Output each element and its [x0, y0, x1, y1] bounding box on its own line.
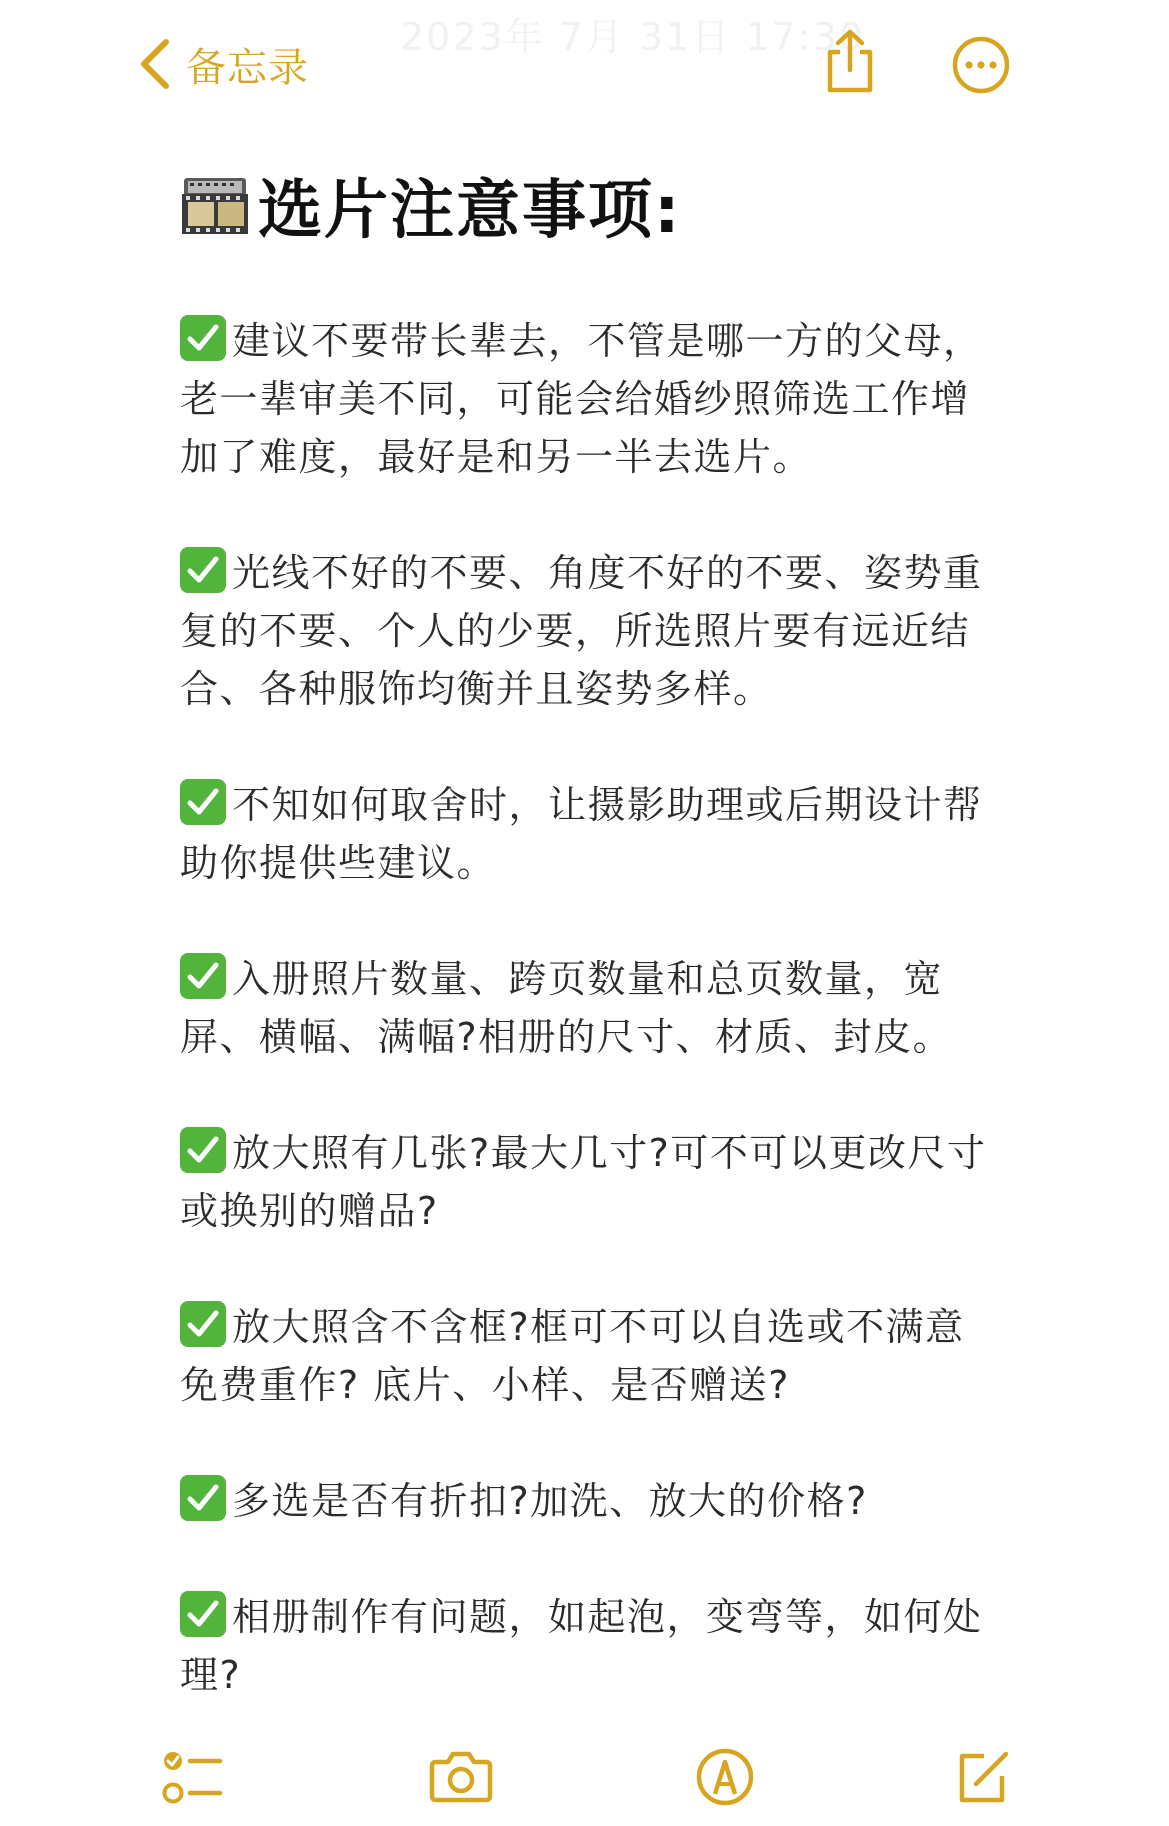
note-item	[180, 776, 1000, 892]
bottom-toolbar	[0, 1740, 1169, 1820]
markup-button[interactable]	[696, 1748, 754, 1806]
camera-button[interactable]	[428, 1748, 494, 1804]
compose-button[interactable]	[954, 1748, 1012, 1806]
check-mark-button-icon	[180, 953, 226, 999]
check-mark-button-icon	[180, 1301, 226, 1347]
note-title-row	[180, 160, 1000, 250]
share-icon	[818, 28, 882, 96]
note-timestamp: 2023年 7月 31日 17:30	[400, 15, 865, 59]
camera-icon	[428, 1748, 494, 1804]
check-mark-button-icon	[180, 1475, 226, 1521]
note-title: 选片注意事项:	[258, 174, 682, 248]
note-item	[180, 312, 1000, 486]
markup-pen-icon	[696, 1748, 754, 1806]
film-frames-icon	[180, 174, 250, 236]
navigation-bar	[0, 0, 1169, 130]
check-mark-button-icon	[180, 1127, 226, 1173]
check-mark-button-icon	[180, 779, 226, 825]
note-item-text: 光线不好的不要、角度不好的不要、姿势重复的不要、个人的少要，所选照片要有远近结合、各种服饰均衡并且姿势多样。	[180, 551, 983, 711]
note-item	[180, 1588, 1000, 1704]
note-item-text: 不知如何取舍时，让摄影助理或后期设计帮助你提供些建议。	[180, 783, 983, 885]
back-button[interactable]	[138, 36, 309, 92]
note-item-text: 建议不要带长辈去，不管是哪一方的父母，老一辈审美不同，可能会给婚纱照筛选工作增加了难度，最好是和另一半去选片。	[180, 319, 983, 479]
compose-icon	[954, 1748, 1012, 1806]
note-item-text: 入册照片数量、跨页数量和总页数量，宽屏、横幅、满幅?相册的尺寸、材质、封皮。	[180, 957, 953, 1059]
check-mark-button-icon	[180, 1591, 226, 1637]
more-ellipsis-icon	[952, 36, 1010, 94]
note-item	[180, 1472, 1000, 1530]
note-item	[180, 1124, 1000, 1240]
note-item	[180, 1298, 1000, 1414]
check-mark-button-icon	[180, 547, 226, 593]
note-item-list	[180, 312, 1000, 1704]
note-item	[180, 544, 1000, 718]
checklist-icon	[162, 1748, 224, 1808]
check-mark-button-icon	[180, 315, 226, 361]
checklist-button[interactable]	[162, 1748, 224, 1808]
share-button[interactable]	[818, 28, 882, 96]
chevron-left-icon	[138, 38, 172, 90]
back-button-label: 备忘录	[186, 44, 309, 91]
more-button[interactable]	[952, 36, 1010, 94]
note-item-text: 放大照含不含框?框可不可以自选或不满意免费重作? 底片、小样、是否赠送?	[180, 1305, 965, 1407]
note-item-text: 相册制作有问题，如起泡，变弯等，如何处理?	[180, 1595, 983, 1697]
note-body[interactable]	[180, 160, 1000, 1762]
note-item-text: 放大照有几张?最大几寸?可不可以更改尺寸或换别的赠品?	[180, 1131, 987, 1233]
note-item-text: 多选是否有折扣?加洗、放大的价格?	[232, 1479, 868, 1523]
note-item	[180, 950, 1000, 1066]
